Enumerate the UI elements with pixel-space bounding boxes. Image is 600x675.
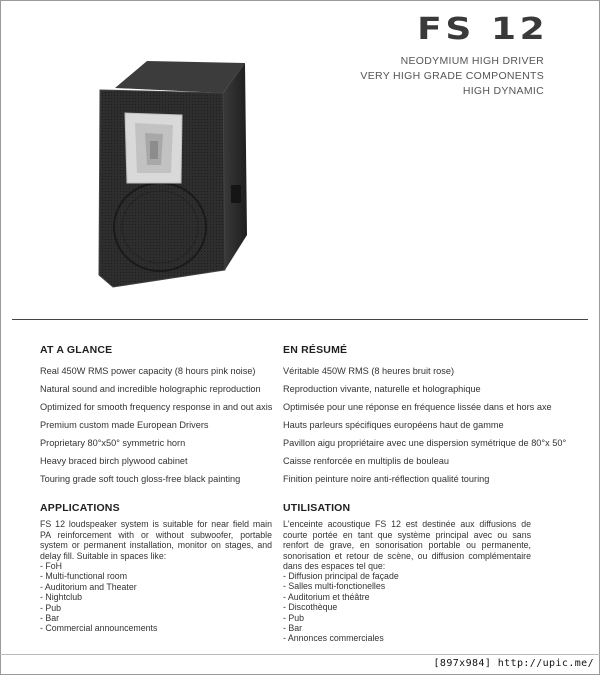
model-title: FS 12 [416,12,548,47]
watermark-link[interactable]: [897x984] http://upic.me/ [433,658,594,669]
list-item: - Pub [40,602,62,613]
en-resume-heading: EN RÉSUMÉ [283,344,348,356]
feature-item: Heavy braced birch plywood cabinet [40,456,188,466]
applications-heading: APPLICATIONS [40,502,120,514]
list-item: - Salles multi-fonctionelles [283,581,386,592]
list-item: - Auditorium et théâtre [283,591,370,602]
utilisation-paragraph: L'enceinte acoustique FS 12 est destinée aux diffusions de courte portée en tant que système principal avec ou sans renfort de grave, en sonorisation portable ou permanente, sonorisation et retour de scène, ou diffusion complémentaire dans des espaces tel que: [283,519,531,572]
tagline-2: VERY HIGH GRADE COMPONENTS [360,70,544,82]
feature-item-fr: Reproduction vivante, naturelle et holographique [283,384,481,394]
list-item: - Diffusion principal de façade [283,571,399,581]
feature-item-fr: Pavillon aigu propriétaire avec une dispersion symétrique de 80°x 50° [283,438,567,448]
feature-item: Natural sound and incredible holographic reproduction [40,384,261,394]
feature-item-fr: Véritable 450W RMS (8 heures bruit rose) [283,366,455,376]
list-item: - Commercial announcements [40,623,158,634]
list-item: - Multi-functional room [40,571,128,582]
list-item: - Pub [283,612,305,623]
feature-item-fr: Optimisée pour une réponse en fréquence lissée dans et hors axe [283,402,552,412]
feature-item-fr: Finition peinture noire anti-réflection qualité touring [283,474,490,484]
at-a-glance-heading: AT A GLANCE [40,344,113,356]
feature-item: Touring grade soft touch gloss-free black painting [40,474,241,484]
tagline-3: HIGH DYNAMIC [462,85,544,97]
list-item: - Bar [283,623,303,634]
tagline-1: NEODYMIUM HIGH DRIVER [400,55,544,67]
list-item: - Annonces commerciales [283,633,384,644]
feature-item: Real 450W RMS power capacity (8 hours pink noise) [40,366,256,376]
speaker-image [95,55,255,290]
list-item: - Discothèque [283,602,338,613]
feature-item: Proprietary 80°x50° symmetric horn [40,438,186,448]
applications-list [40,561,157,634]
utilisation-heading: UTILISATION [283,502,351,514]
feature-item-fr: Caisse renforcée en multiplis de bouleau [283,456,449,466]
list-item: - Auditorium and Theater [40,581,137,592]
bottom-divider [0,654,600,655]
section-divider [12,319,588,320]
feature-item-fr: Hauts parleurs spécifiques européens haut de gamme [283,420,504,430]
feature-item: Premium custom made European Drivers [40,420,209,430]
feature-item: Optimized for smooth frequency response in and out axis [40,402,273,412]
list-item: - Nightclub [40,592,83,603]
utilisation-list [283,571,399,644]
list-item: - FoH [40,561,62,571]
applications-paragraph: FS 12 loudspeaker system is suitable for near field main PA reinforcement with or without subwoofer, portable system or permanent installation, monitor on stages, and delay fill. Suitable in spaces like: [40,519,272,561]
list-item: - Bar [40,613,60,624]
